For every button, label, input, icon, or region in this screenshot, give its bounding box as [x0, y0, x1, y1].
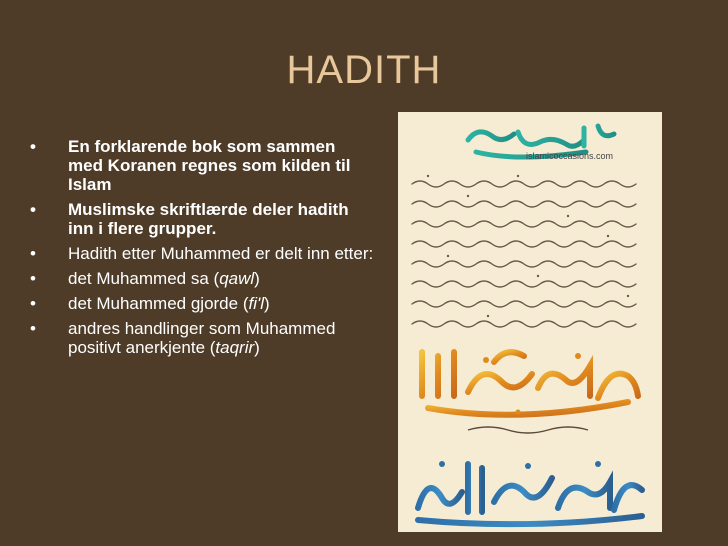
bullet-icon: • [30, 269, 36, 288]
bullet-text-suffix: ) [264, 294, 270, 313]
bullet-icon: • [30, 319, 36, 338]
bullet-text: Hadith etter Muhammed er delt inn etter: [68, 244, 374, 263]
bullet-term: fi'l [248, 294, 265, 313]
bullet-item [30, 269, 375, 288]
calligraphy-artwork [398, 112, 662, 532]
bullet-text: Muslimske skriftlærde deler hadith inn i flere grupper. [68, 200, 349, 238]
bullet-item [30, 294, 375, 313]
slide-title: HADITH [286, 48, 442, 92]
bullet-text: En forklarende bok som sammen med Koranen regnes som kilden til Islam [68, 137, 351, 194]
bullet-text-prefix: andres handlinger som Muhammed positivt anerkjente ( [68, 319, 336, 357]
bullet-item [30, 200, 375, 238]
bullet-item [30, 137, 375, 194]
bullet-list [30, 137, 375, 363]
bullet-item [30, 244, 375, 263]
bullet-text-prefix: det Muhammed gjorde ( [68, 294, 249, 313]
site-label: islamicoccasions.com [526, 151, 614, 161]
bullet-icon: • [30, 244, 36, 263]
bullet-text-prefix: det Muhammed sa ( [68, 269, 220, 288]
bullet-text-suffix: ) [254, 338, 260, 357]
bullet-icon: • [30, 294, 36, 313]
calligraphy-image [398, 112, 662, 532]
bullet-term: taqrir [215, 338, 255, 357]
bullet-text-suffix: ) [254, 269, 260, 288]
bullet-icon: • [30, 200, 36, 219]
bullet-icon: • [30, 137, 36, 156]
bullet-item [30, 319, 375, 357]
bullet-term: qawl [219, 269, 255, 288]
